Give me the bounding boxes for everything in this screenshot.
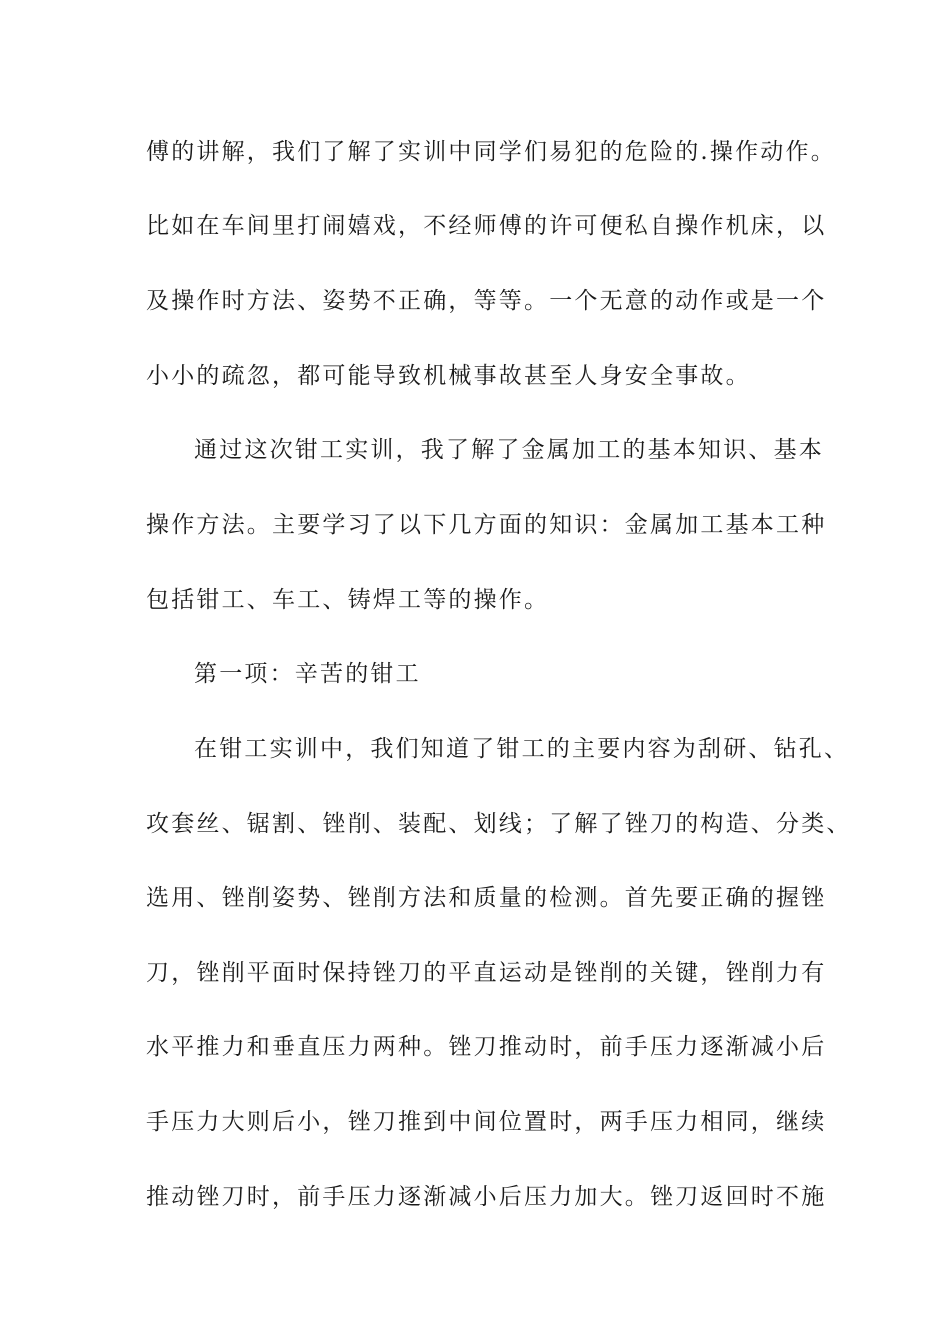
text-line: 包括钳工、车工、铸焊工等的操作。 xyxy=(146,587,550,613)
section-heading: 第一项：辛苦的钳工 xyxy=(194,661,421,687)
text-line: 手压力大则后小，锉刀推到中间位置时，两手压力相同，继续 xyxy=(146,1109,827,1135)
text-line: 比如在车间里打闹嬉戏，不经师傅的许可便私自操作机床，以 xyxy=(146,213,827,239)
text-line: 操作方法。主要学习了以下几方面的知识：金属加工基本工种 xyxy=(146,512,827,538)
text-line: 傅的讲解，我们了解了实训中同学们易犯的危险的.操作动作。 xyxy=(146,139,836,165)
text-line: 攻套丝、锯割、锉削、装配、划线；了解了锉刀的构造、分类、 xyxy=(146,811,852,837)
text-line: 刀，锉削平面时保持锉刀的平直运动是锉削的关键，锉削力有 xyxy=(146,960,827,986)
text-line: 推动锉刀时，前手压力逐渐减小后压力加大。锉刀返回时不施 xyxy=(146,1184,827,1210)
paragraph-start-line: 通过这次钳工实训，我了解了金属加工的基本知识、基本 xyxy=(194,437,824,463)
text-line: 小小的疏忽，都可能导致机械事故甚至人身安全事故。 xyxy=(146,363,751,389)
text-line: 选用、锉削姿势、锉削方法和质量的检测。首先要正确的握锉 xyxy=(146,885,827,911)
paragraph-start-line: 在钳工实训中，我们知道了钳工的主要内容为刮研、钻孔、 xyxy=(194,736,850,762)
text-line: 水平推力和垂直压力两种。锉刀推动时，前手压力逐渐减小后 xyxy=(146,1034,827,1060)
text-line: 及操作时方法、姿势不正确，等等。一个无意的动作或是一个 xyxy=(146,288,827,314)
